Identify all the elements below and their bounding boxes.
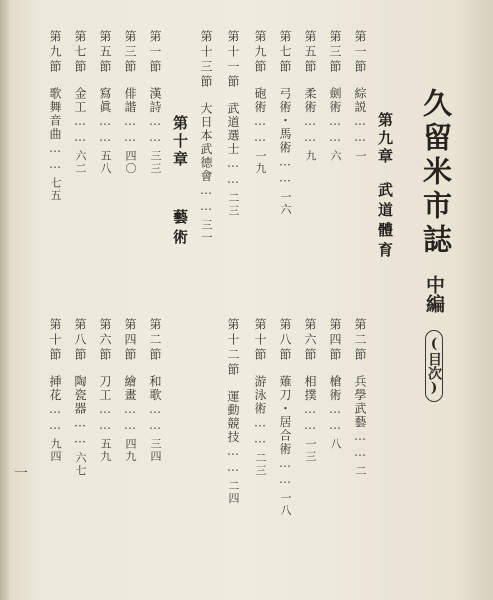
book-title: 久留米市誌 <box>419 88 453 258</box>
toc-entry-ch9-s7: 第七節弓術・馬術……一六 <box>278 30 292 216</box>
book-subtitle: 中編 <box>423 275 445 313</box>
page-marker: 一 <box>14 466 28 482</box>
toc-entry-ch10-s4: 第四節繪畫……四九 <box>123 318 137 463</box>
toc-entry-ch10-s5: 第五節寫眞……五八 <box>98 30 112 175</box>
chapter-10-title: 藝術 <box>171 209 189 249</box>
toc-entry-ch10-s8: 第八節陶瓷器……六七 <box>73 318 87 477</box>
toc-label: (目次) <box>425 330 443 402</box>
toc-entry-ch10-s2: 第二節和歌……三四 <box>148 318 162 463</box>
toc-entry-ch9-s6: 第六節相撲……一三 <box>303 318 317 463</box>
toc-entry-ch10-s1: 第一節漢詩……三三 <box>148 30 162 175</box>
toc-entry-ch10-s9: 第九節歌舞音曲……七五 <box>48 30 62 202</box>
chapter-10-number: 第十章 <box>171 115 189 169</box>
page-edge <box>0 0 9 600</box>
toc-entry-ch10-s6: 第六節刀工……五九 <box>98 318 112 463</box>
toc-entry-ch10-s3: 第三節俳諧……四〇 <box>123 30 137 175</box>
chapter-9-number: 第九章 <box>376 112 394 166</box>
toc-entry-ch9-s4: 第四節槍術……八 <box>328 318 342 451</box>
toc-entry-ch9-s12: 第十二節運動競技……二四 <box>226 318 240 505</box>
chapter-9-title: 武道體育 <box>376 182 394 262</box>
chapter-9-heading <box>377 112 392 262</box>
toc-entry-ch10-s10: 第十節挿花……九四 <box>48 318 62 463</box>
toc-entry-ch9-s13: 第十三節大日本武徳會……三一 <box>199 30 213 244</box>
toc-entry-ch9-s3: 第三節劍術……六 <box>328 30 342 163</box>
toc-entry-ch9-s5: 第五節柔術……九 <box>303 30 317 163</box>
toc-entry-ch9-s1: 第一節綜説……一 <box>353 30 367 163</box>
chapter-10-heading <box>172 115 187 249</box>
toc-entry-ch10-s7: 第七節金工……六二 <box>73 30 87 175</box>
toc-entry-ch9-s10: 第十節游泳術……二三 <box>253 318 267 477</box>
toc-entry-ch9-s9: 第九節砲術……一九 <box>253 30 267 175</box>
toc-entry-ch9-s8: 第八節薙刀・居合術……一八 <box>278 318 292 517</box>
toc-entry-ch9-s11: 第十一節武道選士……二三 <box>226 30 240 217</box>
toc-entry-ch9-s2: 第二節兵學武藝……二 <box>353 318 367 478</box>
